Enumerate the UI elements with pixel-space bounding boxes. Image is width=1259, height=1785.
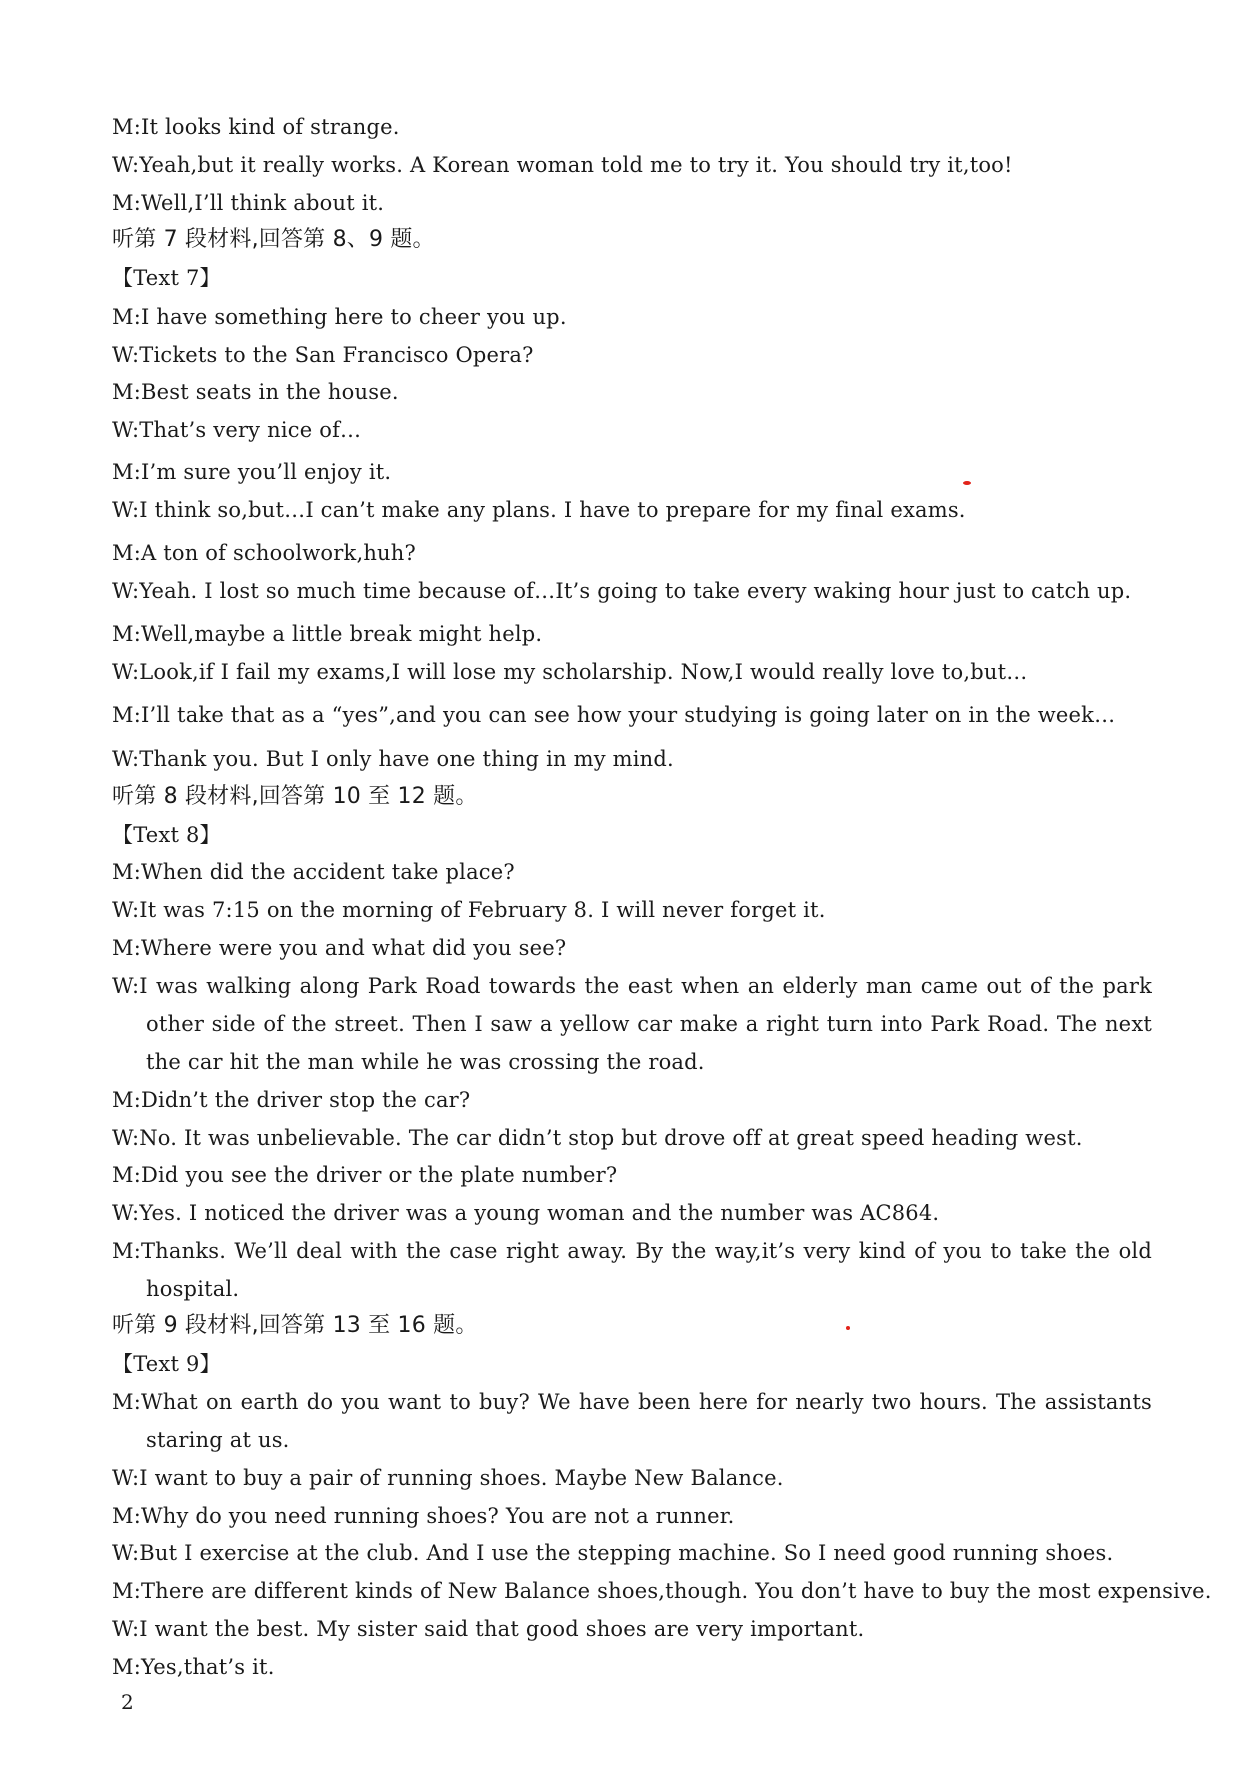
dialogue-line: M:What on earth do you want to buy? We have been here for nearly two hours. The assistants — [112, 1390, 1152, 1414]
dialogue-line: M:Did you see the driver or the plate number? — [112, 1163, 618, 1187]
dialogue-line: W:Tickets to the San Francisco Opera? — [112, 343, 534, 367]
dialogue-line: W:I want the best. My sister said that good shoes are very important. — [112, 1617, 865, 1641]
dialogue-line: M:It looks kind of strange. — [112, 115, 400, 139]
dialogue-line: W:Yeah. I lost so much time because of…It’s going to take every waking hour just to catch up. — [112, 579, 1132, 603]
dialogue-line: M:Didn’t the driver stop the car? — [112, 1088, 471, 1112]
dialogue-line: W:Thank you. But I only have one thing in my mind. — [112, 747, 674, 771]
dialogue-continuation: other side of the street. Then I saw a yellow car make a right turn into Park Road. The next — [146, 1012, 1152, 1036]
dialogue-line: M:There are different kinds of New Balance shoes,though. You don’t have to buy the most expensive. — [112, 1579, 1212, 1603]
dialogue-line: M:I have something here to cheer you up. — [112, 305, 567, 329]
dialogue-line: W:I think so,but…I can’t make any plans. I have to prepare for my final exams. — [112, 498, 966, 522]
dialogue-line: W:But I exercise at the club. And I use the stepping machine. So I need good running shoes. — [112, 1541, 1114, 1565]
dialogue-line: M:I’ll take that as a “yes”,and you can see how your studying is going later on in the week… — [112, 703, 1116, 727]
dialogue-line: M:Best seats in the house. — [112, 380, 399, 404]
dialogue-line: W:That’s very nice of… — [112, 418, 362, 442]
dialogue-line: M:When did the accident take place? — [112, 860, 515, 884]
dialogue-continuation: the car hit the man while he was crossing the road. — [146, 1050, 705, 1074]
dialogue-line: M:Thanks. We’ll deal with the case right away. By the way,it’s very kind of you to take the old — [112, 1239, 1152, 1263]
red-ink-mark — [846, 1326, 850, 1330]
dialogue-line: W:Look,if I fail my exams,I will lose my scholarship. Now,I would really love to,but… — [112, 660, 1028, 684]
dialogue-line: W:Yes. I noticed the driver was a young woman and the number was AC864. — [112, 1201, 940, 1225]
section-instruction: 听第 7 段材料,回答第 8、9 题。 — [112, 227, 435, 252]
dialogue-continuation: hospital. — [146, 1277, 240, 1301]
red-ink-mark — [963, 481, 971, 485]
dialogue-line: M:Where were you and what did you see? — [112, 936, 567, 960]
dialogue-line: W:It was 7:15 on the morning of February 8. I will never forget it. — [112, 898, 826, 922]
text-label: 【Text 7】 — [112, 266, 221, 290]
page-number: 2 — [121, 1690, 134, 1714]
section-instruction: 听第 8 段材料,回答第 10 至 12 题。 — [112, 784, 478, 809]
dialogue-line: M:Well,maybe a little break might help. — [112, 622, 543, 646]
dialogue-line: W:No. It was unbelievable. The car didn’t stop but drove off at great speed heading west. — [112, 1126, 1083, 1150]
text-label: 【Text 8】 — [112, 823, 221, 847]
dialogue-line: M:A ton of schoolwork,huh? — [112, 541, 416, 565]
section-instruction: 听第 9 段材料,回答第 13 至 16 题。 — [112, 1313, 478, 1338]
dialogue-line: W:I want to buy a pair of running shoes. Maybe New Balance. — [112, 1466, 784, 1490]
dialogue-line: W:Yeah,but it really works. A Korean woman told me to try it. You should try it,too! — [112, 153, 1013, 177]
dialogue-line: M:Why do you need running shoes? You are not a runner. — [112, 1504, 735, 1528]
dialogue-line: M:I’m sure you’ll enjoy it. — [112, 460, 392, 484]
text-label: 【Text 9】 — [112, 1352, 221, 1376]
dialogue-continuation: staring at us. — [146, 1428, 290, 1452]
dialogue-line: M:Yes,that’s it. — [112, 1655, 275, 1679]
dialogue-line: W:I was walking along Park Road towards the east when an elderly man came out of the park — [112, 974, 1152, 998]
dialogue-line: M:Well,I’ll think about it. — [112, 191, 385, 215]
